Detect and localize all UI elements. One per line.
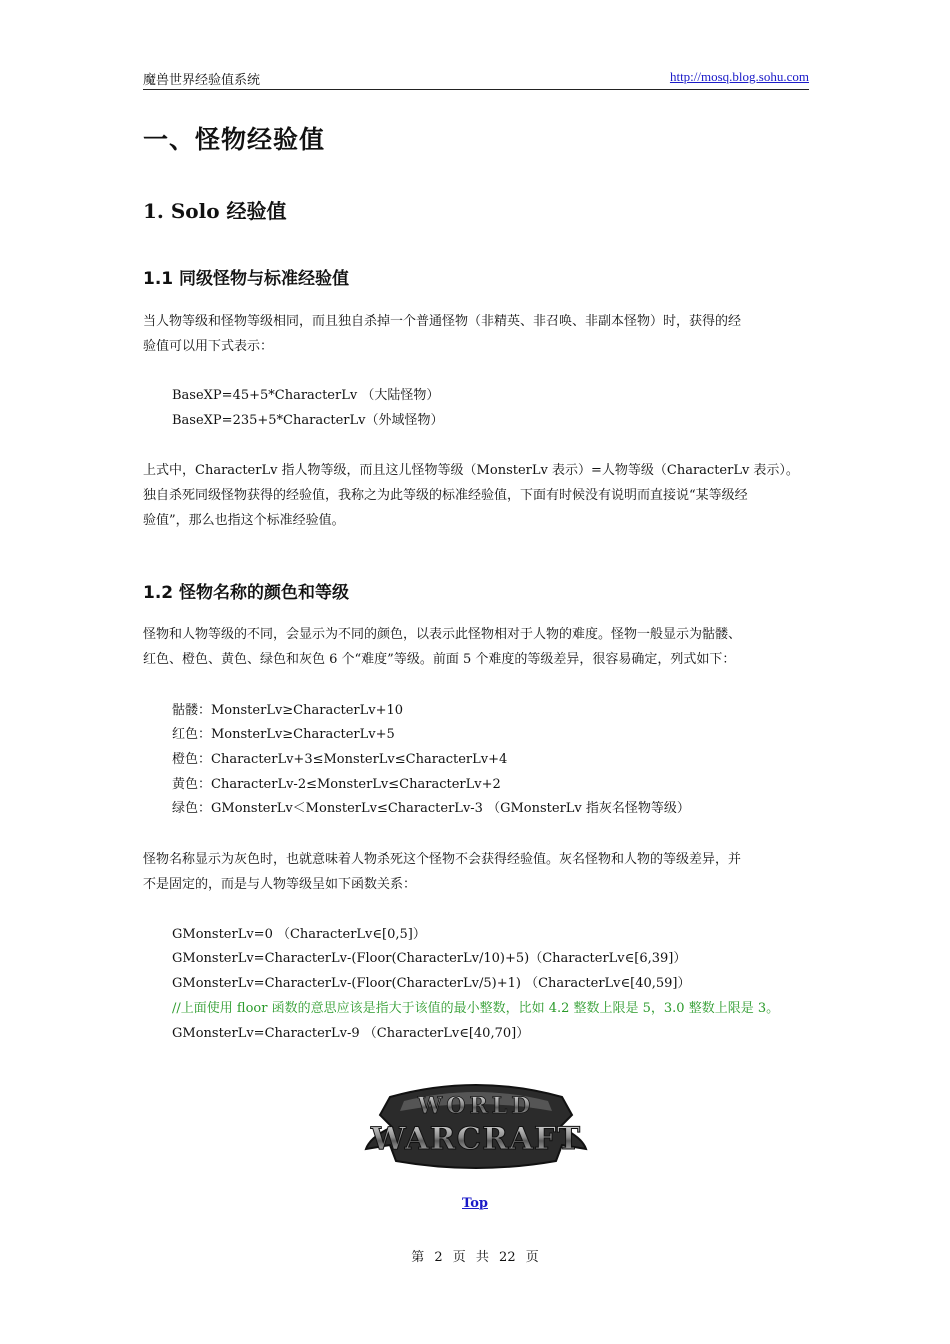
function-line: GMonsterLv=CharacterLv-9 （CharacterLv∈[40,70]） [172,1026,530,1041]
text-line: 不是固定的，而是与人物等级呈如下函数关系： [143,877,417,892]
text-line: 验值”，那么也指这个标准经验值。 [143,513,345,528]
text-line: 怪物和人物等级的不同，会显示为不同的颜色，以表示此怪物相对于人物的难度。怪物一般显示为骷髅、 [143,627,742,642]
text-line: 上式中，CharacterLv 指人物等级，而且这儿怪物等级（MonsterLv 表示）=人物等级（CharacterLv 表示）。 [143,463,799,478]
paragraph-intro-1-1 [143,309,809,359]
header-url-link[interactable]: http://mosq.blog.sohu.com [669,69,809,84]
text-line: 验值可以用下式表示： [143,339,274,354]
section-heading: 1. Solo 经验值 [143,199,287,223]
logo-warcraft-text: WARCRAFT [370,1121,582,1157]
paragraph-intro-1-2 [143,622,809,672]
rule-line: 骷髅：MonsterLv≥CharacterLv+10 [172,703,404,718]
function-line: GMonsterLv=CharacterLv-(Floor(CharacterLv/10)+5)（CharacterLv∈[6,39]） [172,951,687,966]
world-of-warcraft-logo [360,1075,592,1171]
page-header [143,67,809,90]
paragraph-grey-1-2 [143,847,809,897]
chapter-heading: 一、怪物经验值 [143,125,326,154]
subsection-heading-1-2: 1.2 怪物名称的颜色和等级 [143,583,350,603]
paragraph-note-1-1 [143,458,809,533]
header-title: 魔兽世界经验值系统 [143,73,261,88]
rule-line: 绿色：GMonsterLv＜MonsterLv≤CharacterLv-3 （GMonsterLv 指灰名怪物等级） [172,801,690,816]
code-comment-line: //上面使用 floor 函数的意思应该是指大于该值的最小整数，比如 4.2 整数上限是 5，3.0 整数上限是 3。 [172,1001,780,1016]
top-link[interactable] [0,1196,950,1211]
top-link-label[interactable]: Top [462,1196,488,1211]
rule-line: 黄色：CharacterLv-2≤MonsterLv≤CharacterLv+2 [172,777,501,792]
subsection-heading-1-1: 1.1 同级怪物与标准经验值 [143,269,350,289]
logo-world-text: WORLD [417,1093,535,1119]
text-line: 当人物等级和怪物等级相同，而且独自杀掉一个普通怪物（非精英、非召唤、非副本怪物）时，获得的经 [143,314,742,329]
function-line: GMonsterLv=0 （CharacterLv∈[0,5]） [172,927,426,942]
function-line: GMonsterLv=CharacterLv-(Floor(CharacterLv/5)+1) （CharacterLv∈[40,59]） [172,976,691,991]
text-line: 怪物名称显示为灰色时，也就意味着人物杀死这个怪物不会获得经验值。灰名怪物和人物的等级差异，并 [143,852,742,867]
text-line: 独自杀死同级怪物获得的经验值，我称之为此等级的标准经验值，下面有时候没有说明而直接说“某等级经 [143,488,748,503]
rule-line: 橙色：CharacterLv+3≤MonsterLv≤CharacterLv+4 [172,752,508,767]
page-footer: 第 2 页 共 22 页 [411,1250,539,1265]
formula-line: BaseXP=45+5*CharacterLv （大陆怪物） [172,388,440,403]
rule-line: 红色：MonsterLv≥CharacterLv+5 [172,727,395,742]
text-line: 红色、橙色、黄色、绿色和灰色 6 个“难度”等级。前面 5 个难度的等级差异，很容易确定，列式如下： [143,652,736,667]
formula-line: BaseXP=235+5*CharacterLv（外域怪物） [172,413,444,428]
